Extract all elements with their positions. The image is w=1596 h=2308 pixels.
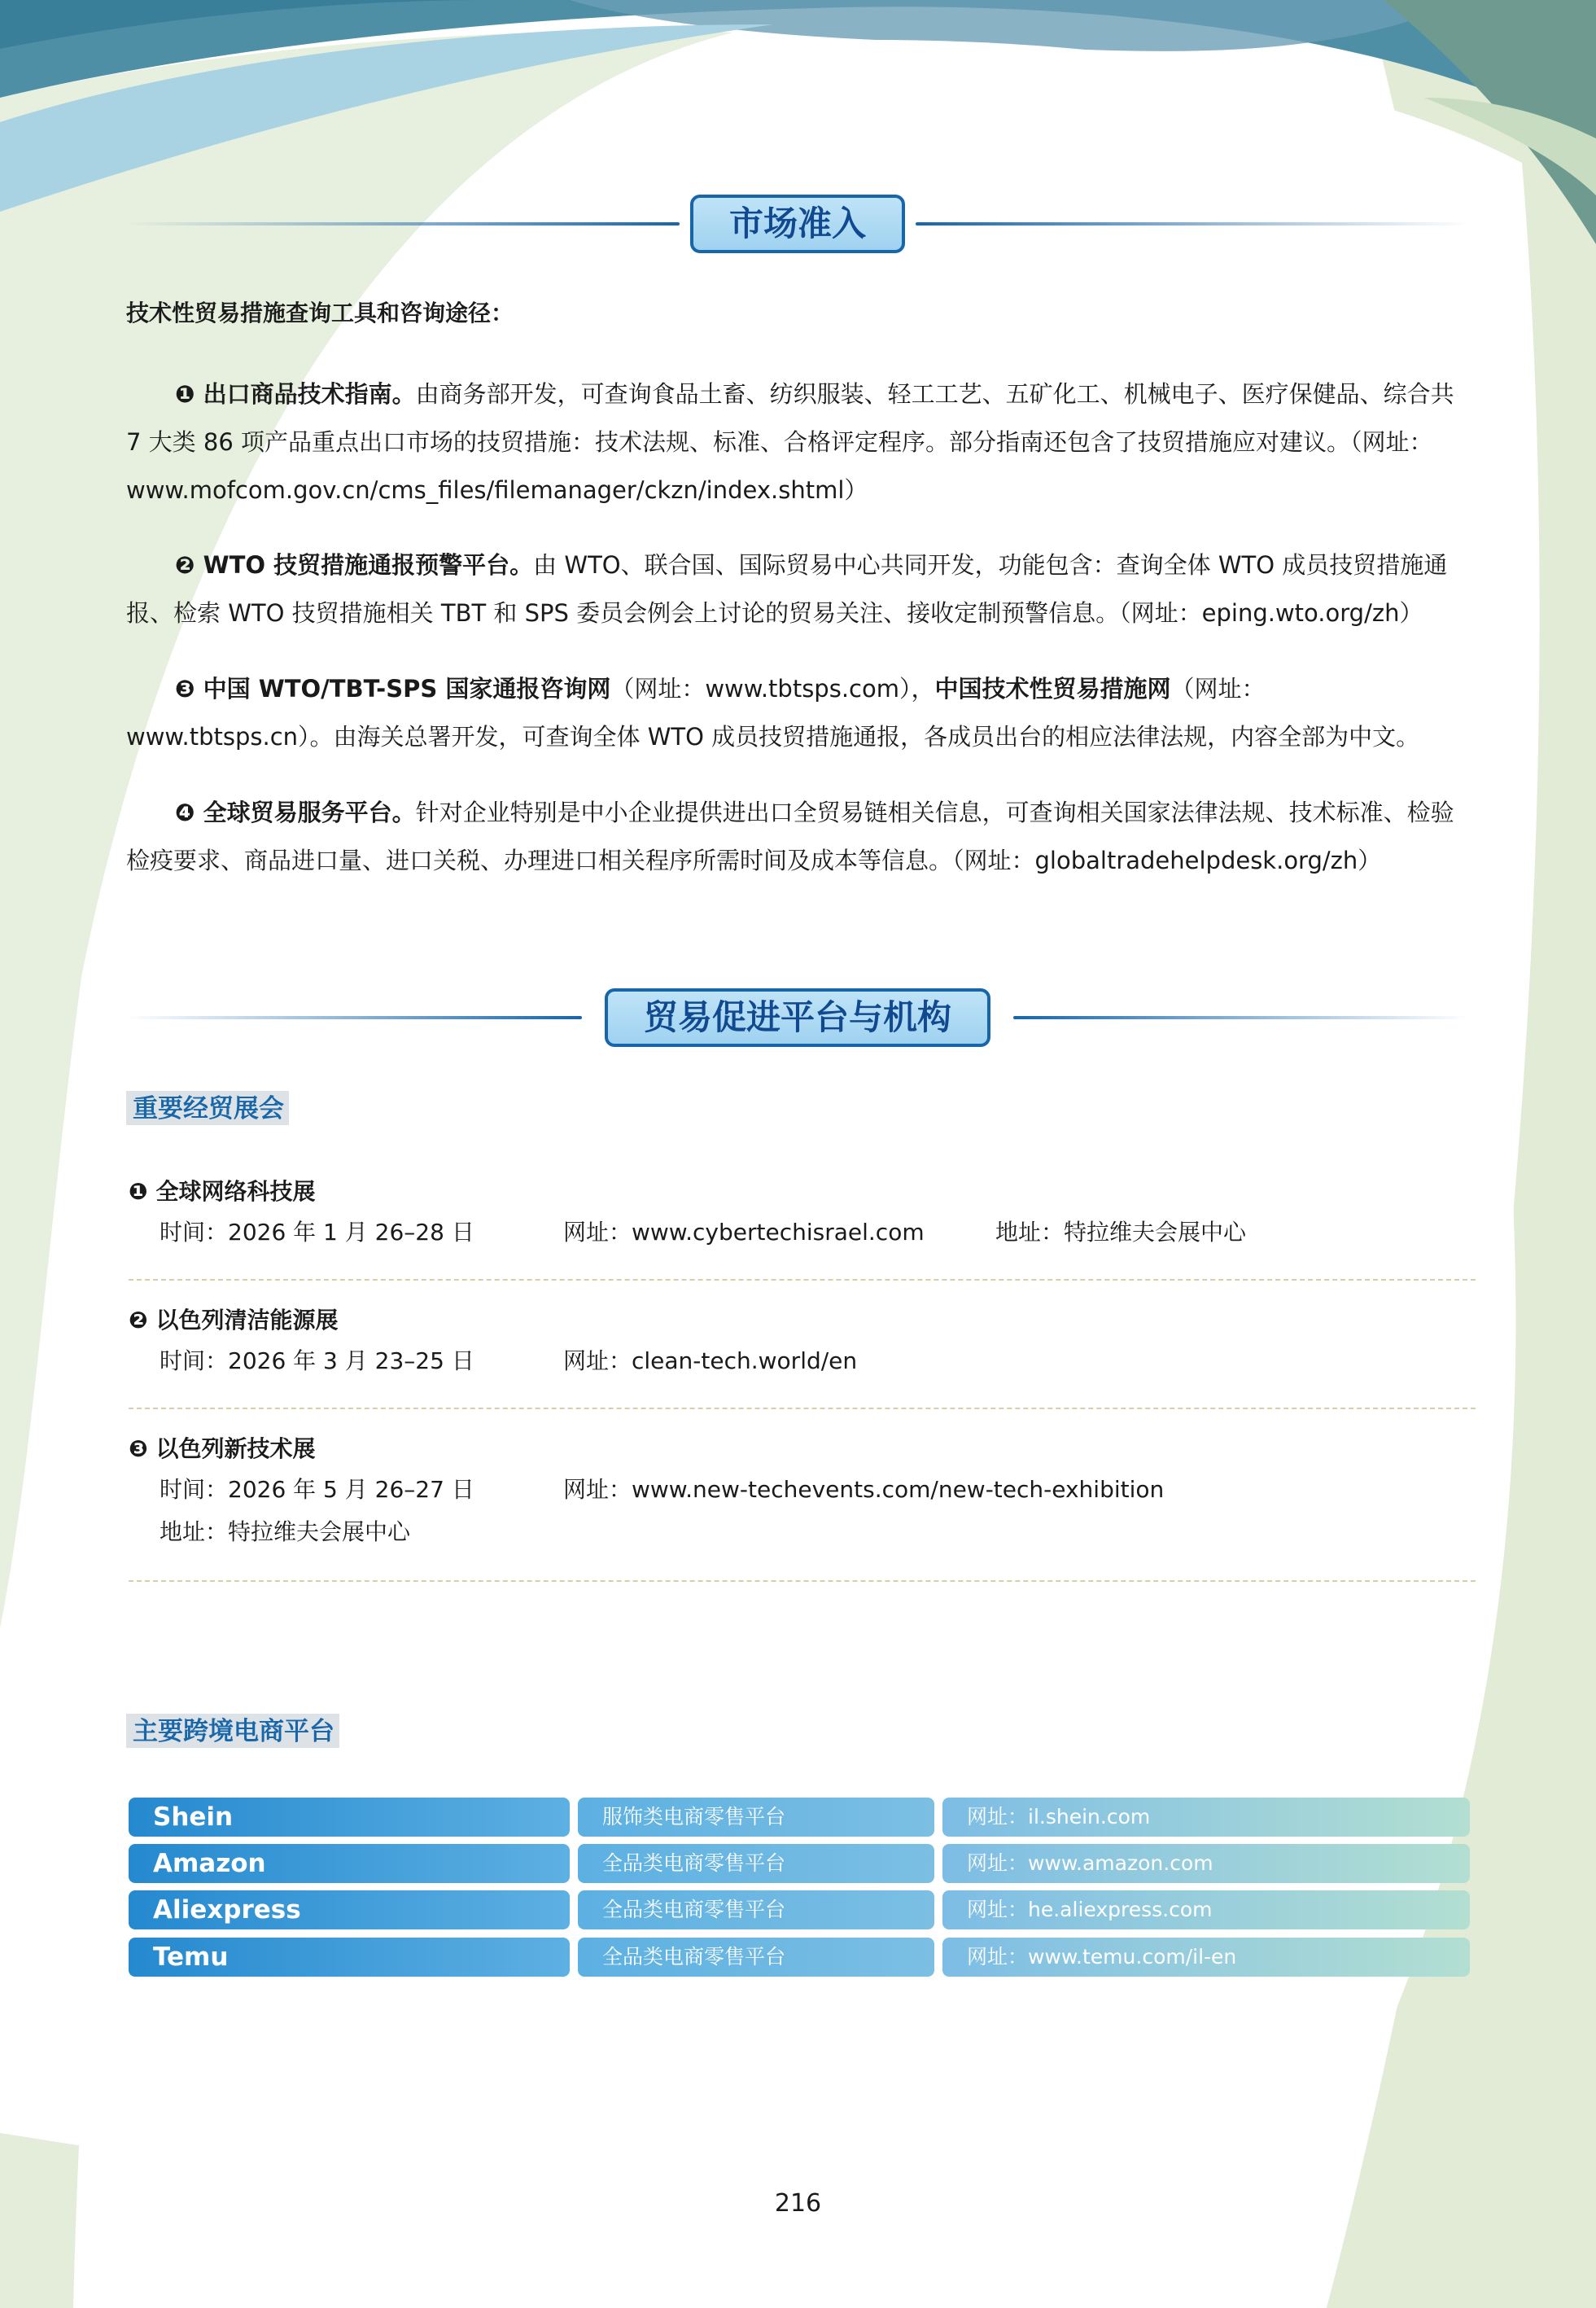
- divider: [129, 1580, 1476, 1582]
- paragraph-item-4: [126, 789, 1471, 885]
- title-line-left: [126, 222, 680, 226]
- expo-address: 地址：特拉维夫会展中心: [995, 1219, 1247, 1246]
- expo-details: [129, 1340, 1476, 1382]
- expo-url[interactable]: 网址：clean-tech.world/en: [563, 1347, 858, 1374]
- platform-url[interactable]: 网址：il.shein.com: [942, 1798, 1470, 1837]
- divider: [129, 1408, 1476, 1409]
- expo-details-2: [129, 1511, 1476, 1553]
- title-line-right: [1013, 1016, 1469, 1019]
- expo-name: ❶ 全球网络科技展: [129, 1178, 316, 1205]
- platform-row: [129, 1844, 1470, 1883]
- item-lead: ❸ 中国 WTO/TBT-SPS 国家通报咨询网: [175, 675, 611, 703]
- expo-address: 地址：特拉维夫会展中心: [160, 1518, 411, 1545]
- expo-item: [129, 1172, 1476, 1254]
- section-title-label: 市场准入: [690, 195, 905, 253]
- item-mid: （网址：www.tbtsps.com），: [610, 675, 935, 703]
- page-number: 216: [774, 2189, 822, 2218]
- platform-category: 全品类电商零售平台: [578, 1890, 934, 1929]
- item-lead: ❷ WTO 技贸措施通报预警平台。: [175, 551, 534, 579]
- expo-name: ❸ 以色列新技术展: [129, 1435, 316, 1462]
- platform-row: [129, 1938, 1470, 1977]
- item-lead-2: 中国技术性贸易措施网: [934, 675, 1171, 703]
- item-lead: ❹ 全球贸易服务平台。: [175, 799, 416, 826]
- title-line-left: [126, 1016, 582, 1019]
- item-text: （网址：www.tbtsps.cn）。由海关总署开发，可查询全体 WTO 成员技贸措施通报，各成员出台的相应法律法规，内容全部为中文。: [126, 675, 1420, 751]
- expo-url[interactable]: 网址：www.cybertechisrael.com: [563, 1219, 925, 1246]
- item-lead: ❶ 出口商品技术指南。: [175, 380, 416, 408]
- platform-url[interactable]: 网址：he.aliexpress.com: [942, 1890, 1470, 1929]
- platform-name: Shein: [129, 1798, 570, 1837]
- platform-row: [129, 1890, 1470, 1929]
- platform-name: Amazon: [129, 1844, 570, 1883]
- divider: [129, 1279, 1476, 1281]
- item-text: 由 WTO、联合国、国际贸易中心共同开发，功能包含：查询全体 WTO 成员技贸措施通报、检索 WTO 技贸措施相关 TBT 和 SPS 委员会例会上讨论的贸易关注、接收定制预警信息。（网址：eping.wto.org/zh）: [126, 551, 1448, 627]
- platform-category: 服饰类电商零售平台: [578, 1798, 934, 1837]
- platform-name: Aliexpress: [129, 1890, 570, 1929]
- section-title-label: 贸易促进平台与机构: [605, 988, 990, 1047]
- expo-item: [129, 1430, 1476, 1553]
- expo-url[interactable]: 网址：www.new-techevents.com/new-tech-exhibition: [563, 1476, 1165, 1503]
- paragraph-item-1: [126, 370, 1471, 515]
- section-title-trade-promotion: [126, 985, 1469, 1050]
- expo-time: 时间：2026 年 3 月 23–25 日: [160, 1347, 474, 1374]
- platform-url[interactable]: 网址：www.temu.com/il-en: [942, 1938, 1470, 1977]
- paragraph-item-3: [126, 665, 1471, 761]
- platform-category: 全品类电商零售平台: [578, 1938, 934, 1977]
- expos-heading: 重要经贸展会: [126, 1091, 289, 1125]
- item-text: 由商务部开发，可查询食品土畜、纺织服装、轻工工艺、五矿化工、机械电子、医疗保健品、综合共 7 大类 86 项产品重点出口市场的技贸措施：技术法规、标准、合格评定程序。部分指南还包含了技贸措施应对建议。（网址：www.mofcom.gov.cn/cms_files/filemanager/ckzn/index.shtml）: [126, 380, 1454, 504]
- platform-category: 全品类电商零售平台: [578, 1844, 934, 1883]
- expo-time: 时间：2026 年 1 月 26–28 日: [160, 1219, 474, 1246]
- section-title-market-access: [126, 191, 1469, 256]
- platform-name: Temu: [129, 1938, 570, 1977]
- title-line-right: [916, 222, 1469, 226]
- expo-name: ❷ 以色列清洁能源展: [129, 1307, 339, 1334]
- expo-details: [129, 1211, 1476, 1254]
- expo-time: 时间：2026 年 5 月 26–27 日: [160, 1476, 474, 1503]
- platform-row: [129, 1798, 1470, 1837]
- expo-item: [129, 1301, 1476, 1382]
- intro-heading: 技术性贸易措施查询工具和咨询途径：: [126, 300, 514, 326]
- ecommerce-heading: 主要跨境电商平台: [126, 1714, 339, 1748]
- expo-details: [129, 1469, 1476, 1511]
- platform-url[interactable]: 网址：www.amazon.com: [942, 1844, 1470, 1883]
- item-text: 针对企业特别是中小企业提供进出口全贸易链相关信息，可查询相关国家法律法规、技术标准、检验检疫要求、商品进口量、进口关税、办理进口相关程序所需时间及成本等信息。（网址：globaltradehelpdesk.org/zh）: [126, 799, 1454, 874]
- paragraph-item-2: [126, 541, 1471, 637]
